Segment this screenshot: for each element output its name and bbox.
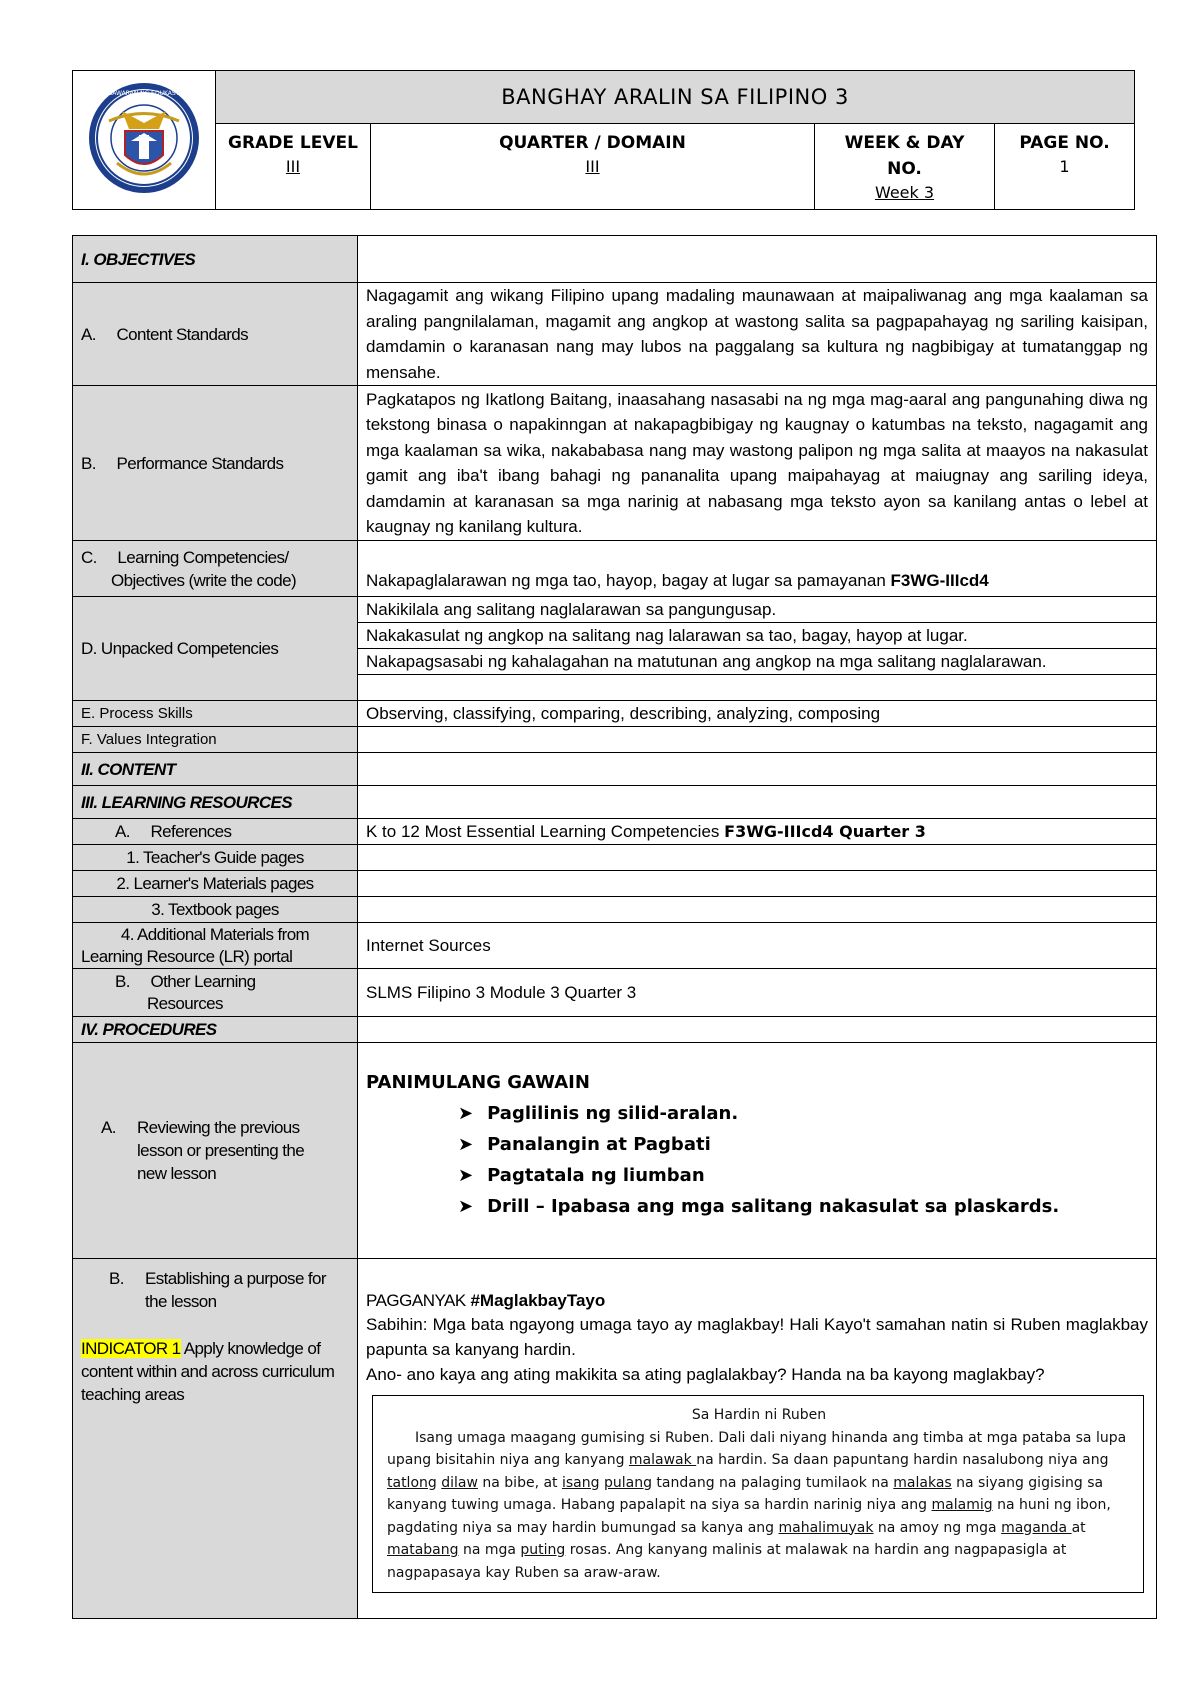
unpacked-competencies-list	[358, 597, 1157, 701]
adjective-word: tatlong	[387, 1474, 437, 1491]
establishing-label-line1: Establishing a purpose for	[145, 1269, 326, 1288]
story-seg: at	[1071, 1519, 1086, 1536]
unpacked-item-3: Nakapagsasabi ng kahalagahan na matutunan ang angkop na mga salitang naglalarawan.	[358, 648, 1156, 674]
story-seg: na huni ng ibon, pagdating niya sa may hardin bumungad sa kanya ang	[387, 1497, 1111, 1536]
establishing-content	[358, 1259, 1157, 1619]
panimulang-item-1: ➤ Paglilinis ng silid-aralan.	[458, 1102, 1148, 1126]
adjective-word: pulang	[603, 1474, 652, 1491]
panimulang-gawain-list	[366, 1102, 1148, 1219]
additional-materials-label-line2: Learning Resource (LR) portal	[81, 946, 293, 966]
story-seg: na amoy ng mga	[873, 1519, 1002, 1536]
references-label: A. References	[73, 819, 358, 845]
unpacked-item-2: Nakakasulat ng angkop na salitang nag lalarawan sa tao, bagay, hayop at lugar.	[358, 622, 1156, 648]
objectives-heading: I. OBJECTIVES	[73, 236, 358, 283]
learning-resources-value	[358, 786, 1157, 819]
adjective-word: malawak	[628, 1452, 697, 1468]
story-title: Sa Hardin ni Ruben	[691, 1407, 827, 1423]
indicator-block	[81, 1337, 349, 1406]
week-day-value: Week 3	[874, 183, 935, 202]
unpacked-item-4	[358, 674, 1156, 700]
lesson-plan-table	[72, 235, 1157, 1619]
learning-competencies-code: F3WG-IIIcd4	[890, 571, 989, 590]
story-seg: na siyang gigising sa kanyang tuwing umaga. Habang papalapit na siya sa hardin narinig niya ang	[387, 1474, 1104, 1513]
learning-competencies-value	[358, 541, 1157, 597]
learners-materials-value	[358, 871, 1157, 897]
performance-standards-label: B. Performance Standards	[73, 386, 358, 541]
adjective-word: mahalimuyak	[778, 1519, 874, 1536]
teachers-guide-label: 1. Teacher's Guide pages	[73, 845, 358, 871]
additional-materials-label	[73, 923, 358, 969]
reviewing-label-line2: lesson or presenting the	[137, 1141, 305, 1160]
week-day-label: WEEK & DAY NO.	[844, 133, 965, 179]
process-skills-label: E. Process Skills	[73, 701, 358, 727]
learners-materials-label: 2. Learner's Materials pages	[73, 871, 358, 897]
adjective-word: matabang	[387, 1542, 459, 1558]
story-seg: na mga	[458, 1542, 521, 1558]
seal-lettering: KAGAWARAN NG EDUKASYON	[99, 89, 189, 97]
establishing-label	[73, 1259, 358, 1619]
additional-materials-label-line1: 4. Additional Materials from	[120, 924, 310, 944]
learning-competencies-label-line1: C. Learning Competencies/	[81, 547, 289, 567]
learning-competencies-label	[73, 541, 358, 597]
reviewing-content	[358, 1043, 1157, 1259]
content-value	[358, 753, 1157, 786]
adjective-word: malamig	[931, 1497, 993, 1513]
panimulang-item-2: ➤ Panalangin at Pagbati	[458, 1133, 1148, 1157]
adjective-word: puting	[520, 1542, 566, 1558]
adjective-word: malakas	[893, 1474, 952, 1491]
adjective-word: isang	[562, 1474, 600, 1491]
references-text: K to 12 Most Essential Learning Competencies	[366, 822, 725, 841]
textbook-pages-label: 3. Textbook pages	[73, 897, 358, 923]
adjective-word: maganda	[1001, 1519, 1072, 1536]
deped-seal-cell	[73, 71, 216, 210]
additional-materials-text: Internet Sources	[358, 923, 1157, 969]
grade-level-cell	[216, 124, 371, 210]
pagganyak-label: PAGGANYAK	[366, 1291, 466, 1310]
content-heading: II. CONTENT	[73, 753, 358, 786]
grade-level-value: III	[285, 157, 301, 176]
grade-level-label: GRADE LEVEL	[228, 133, 358, 153]
values-integration-text	[358, 727, 1157, 753]
document-title: BANGHAY ARALIN SA FILIPINO 3	[216, 71, 1135, 124]
page-no-cell	[995, 124, 1135, 210]
other-resources-text: SLMS Filipino 3 Module 3 Quarter 3	[358, 969, 1157, 1017]
establishing-label-line2: the lesson	[145, 1292, 217, 1311]
pagganyak-heading	[366, 1289, 1148, 1312]
story-seg: Isang umaga maagang gumising si Ruben. Dali dali niyang hinanda ang timba at mga pataba sa lupa upang bisitahin niya ang kanyang	[387, 1429, 1127, 1468]
textbook-pages-value	[358, 897, 1157, 923]
process-skills-text: Observing, classifying, comparing, describing, analyzing, composing	[358, 701, 1157, 727]
establishing-letter: B.	[109, 1269, 124, 1288]
deped-seal-icon	[87, 81, 201, 195]
values-integration-label: F. Values Integration	[73, 727, 358, 753]
references-value	[358, 819, 1157, 845]
other-resources-label	[73, 969, 358, 1017]
unpacked-competencies-label: D. Unpacked Competencies	[73, 597, 358, 701]
adjective-word: dilaw	[441, 1474, 478, 1491]
pagganyak-para2: Ano- ano kaya ang ating makikita sa ating paglalakbay? Handa na ba kayong maglakbay?	[366, 1365, 1045, 1384]
story-seg: na hardin. Sa daan papuntang hardin nasalubong niya ang	[696, 1452, 1109, 1468]
references-code: F3WG-IIIcd4 Quarter 3	[724, 822, 926, 841]
panimulang-item-4: ➤ Drill – Ipabasa ang mga salitang nakasulat sa plaskards.	[458, 1195, 1148, 1219]
other-resources-label-line2: Resources	[147, 993, 223, 1013]
performance-standards-text: Pagkatapos ng Ikatlong Baitang, inaasahang nasasabi na ng mga mag-aaral ang pangunahing diwa ng tekstong binasa o napakinngan at nakapagbibigay ng kaugnay o katumbas na teksto, nagagamit ang mga kaalaman sa wika, nakababasa nang may wastong palipon ng mga salita at maayos na nakasulat gamit ang iba't ibang bahagi ng pananalita upang maipahayag at maiugnay ang sariling ideya, damdamin at karanasan sa mga narinig at nabasang mga teksto ayon sa kanilang antas o lebel at kaugnay ng kanilang kultura.	[358, 386, 1157, 541]
indicator-badge: INDICATOR 1	[81, 1339, 181, 1358]
learning-competencies-text: Nakapaglalarawan ng mga tao, hayop, bagay at lugar sa pamayanan	[366, 571, 886, 590]
procedures-value	[358, 1017, 1157, 1043]
week-day-cell	[815, 124, 995, 210]
learning-resources-heading: III. LEARNING RESOURCES	[73, 786, 358, 819]
quarter-domain-value: III	[585, 157, 600, 176]
content-standards-text: Nagagamit ang wikang Filipino upang madaling maunawaan at maipaliwanag ang mga kaalaman sa araling pangnilalaman, magamit ang angkop at wastong salita sa pagpapahayag ng sariling kaisipan, damdamin o karanasan nang may lubos na paggalang sa kultura ng nagbibigay at tumatanggap ng mensahe.	[358, 283, 1157, 386]
header-table	[72, 70, 1135, 210]
story-seg: tandang na palaging tumilaok na	[651, 1474, 894, 1491]
reviewing-label-line1: Reviewing the previous	[137, 1118, 300, 1137]
page-no-label: PAGE NO.	[1019, 133, 1110, 153]
other-resources-label-line1: B. Other Learning	[115, 971, 256, 991]
unpacked-item-1: Nakikilala ang salitang naglalarawan sa pangungusap.	[366, 600, 777, 619]
quarter-domain-cell	[371, 124, 815, 210]
story-box	[372, 1395, 1144, 1593]
page-no-value: 1	[1059, 157, 1070, 176]
objectives-heading-value	[358, 236, 1157, 283]
content-standards-label: A. Content Standards	[73, 283, 358, 386]
reviewing-letter: A.	[101, 1118, 116, 1137]
story-text	[387, 1427, 1131, 1585]
learning-competencies-label-line2: Objectives (write the code)	[111, 570, 297, 590]
story-seg: na bibe, at	[477, 1474, 562, 1491]
procedures-heading: IV. PROCEDURES	[73, 1017, 358, 1043]
indicator-text: Apply knowledge of content within and across curriculum teaching areas	[81, 1339, 335, 1404]
story-seg: rosas. Ang kanyang malinis at malawak na hardin ang nagpapasigla at nagpapasaya kay Ruben sa araw-araw.	[387, 1542, 1067, 1581]
teachers-guide-value	[358, 845, 1157, 871]
reviewing-label	[73, 1043, 358, 1259]
reviewing-label-line3: new lesson	[137, 1164, 217, 1183]
quarter-domain-label: QUARTER / DOMAIN	[499, 133, 686, 153]
panimulang-item-3: ➤ Pagtatala ng liumban	[458, 1164, 1148, 1188]
panimulang-gawain-title: PANIMULANG GAWAIN	[366, 1072, 590, 1093]
pagganyak-hashtag: #MaglakbayTayo	[470, 1291, 606, 1310]
pagganyak-para1: Sabihin: Mga bata ngayong umaga tayo ay maglakbay! Hali Kayo't samahan natin si Ruben maglakbay papunta sa kanyang hardin.	[366, 1315, 1148, 1359]
